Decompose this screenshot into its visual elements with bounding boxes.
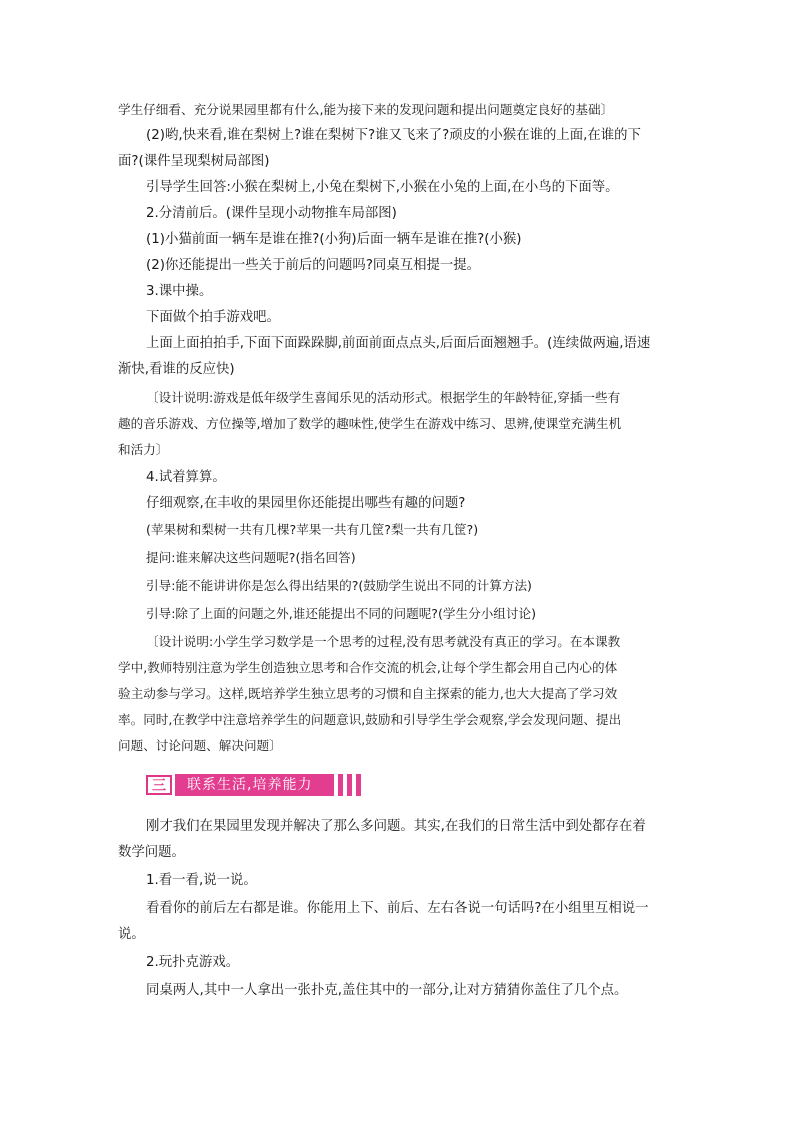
paragraph-line: 面?(课件呈现梨树局部图) [118,154,270,169]
design-note-line: 〔设计说明:小学生学习数学是一个思考的过程,没有思考就没有真正的学习。在本课教 [146,634,621,649]
paragraph-line: 看看你的前后左右都是谁。你能用上下、前后、左右各说一句话吗?在小组里互相说一 [146,901,649,916]
paragraph-line: (2)你还能提出一些关于前后的问题吗?同桌互相提一提。 [146,258,481,273]
design-note-line: 学中,教师特别注意为学生创造独立思考和合作交流的机会,让每个学生都会用自己内心的体 [118,660,618,675]
paragraph-line: 1.看一看,说一说。 [146,873,257,888]
paragraph-line: (1)小猫前面一辆车是谁在推?(小狗)后面一辆车是谁在推?(小猴) [146,232,522,247]
paragraph-line: 上面上面拍拍手,下面下面跺跺脚,前面前面点点头,后面后面翘翘手。(连续做两遍,语速 [146,336,651,351]
paragraph-line: 2.玩扑克游戏。 [146,955,240,970]
decorative-stripe [338,774,343,796]
paragraph-line: 仔细观察,在丰收的果园里你还能提出哪些有趣的问题? [146,496,466,511]
paragraph-line: 引导:能不能讲讲你是怎么得出结果的?(鼓励学生说出不同的计算方法) [146,578,532,593]
paragraph-line: 学生仔细看、充分说果园里都有什么,能为接下来的发现问题和提出问题奠定良好的基础〕 [118,102,614,117]
design-note-line: 率。同时,在教学中注意培养学生的问题意识,鼓励和引导学生学会观察,学会发现问题、提出 [118,712,622,727]
decorative-stripe [356,774,361,796]
design-note-line: 和活力〕 [118,442,169,457]
paragraph-line: 提问:谁来解决这些问题呢?(指名回答) [146,550,356,565]
paragraph-line: 说。 [118,927,145,942]
paragraph-line: 刚才我们在果园里发现并解决了那么多问题。其实,在我们的日常生活中到处都存在着 [146,819,646,834]
decorative-stripe [347,774,352,796]
paragraph-line: 渐快,看谁的反应快) [118,362,235,377]
paragraph-line: 2.分清前后。(课件呈现小动物推车局部图) [146,206,397,221]
paragraph-line: 4.试着算算。 [146,470,226,485]
paragraph-line: 引导学生回答:小猴在梨树上,小兔在梨树下,小猴在小兔的上面,在小鸟的下面等。 [146,180,619,195]
design-note-line: 趣的音乐游戏、方位操等,增加了数学的趣味性,使学生在游戏中练习、思辨,使课堂充满生机 [118,416,622,431]
paragraph-line: 引导:除了上面的问题之外,谁还能提出不同的问题呢?(学生分小组讨论) [146,606,536,621]
paragraph-line: (苹果树和梨树一共有几棵?苹果一共有几筐?梨一共有几筐?) [146,522,479,537]
design-note-line: 问题、讨论问题、解决问题〕 [118,738,282,753]
design-note-line: 〔设计说明:游戏是低年级学生喜闻乐见的活动形式。根据学生的年龄特征,穿插一些有 [146,390,621,405]
paragraph-line: 数学问题。 [118,845,185,860]
section-title: 联系生活,培养能力 [175,774,334,796]
paragraph-line: 下面做个拍手游戏吧。 [146,310,280,325]
section-heading [146,773,361,797]
design-note-line: 验主动参与学习。这样,既培养学生独立思考的习惯和自主探索的能力,也大大提高了学习效 [118,686,618,701]
paragraph-line: 3.课中操。 [146,284,213,299]
section-number-box: 三 [146,775,172,795]
paragraph-line: 同桌两人,其中一人拿出一张扑克,盖住其中的一部分,让对方猜猜你盖住了几个点。 [146,983,628,998]
paragraph-line: (2)哟,快来看,谁在梨树上?谁在梨树下?谁又飞来了?顽皮的小猴在谁的上面,在谁的下 [146,128,641,143]
